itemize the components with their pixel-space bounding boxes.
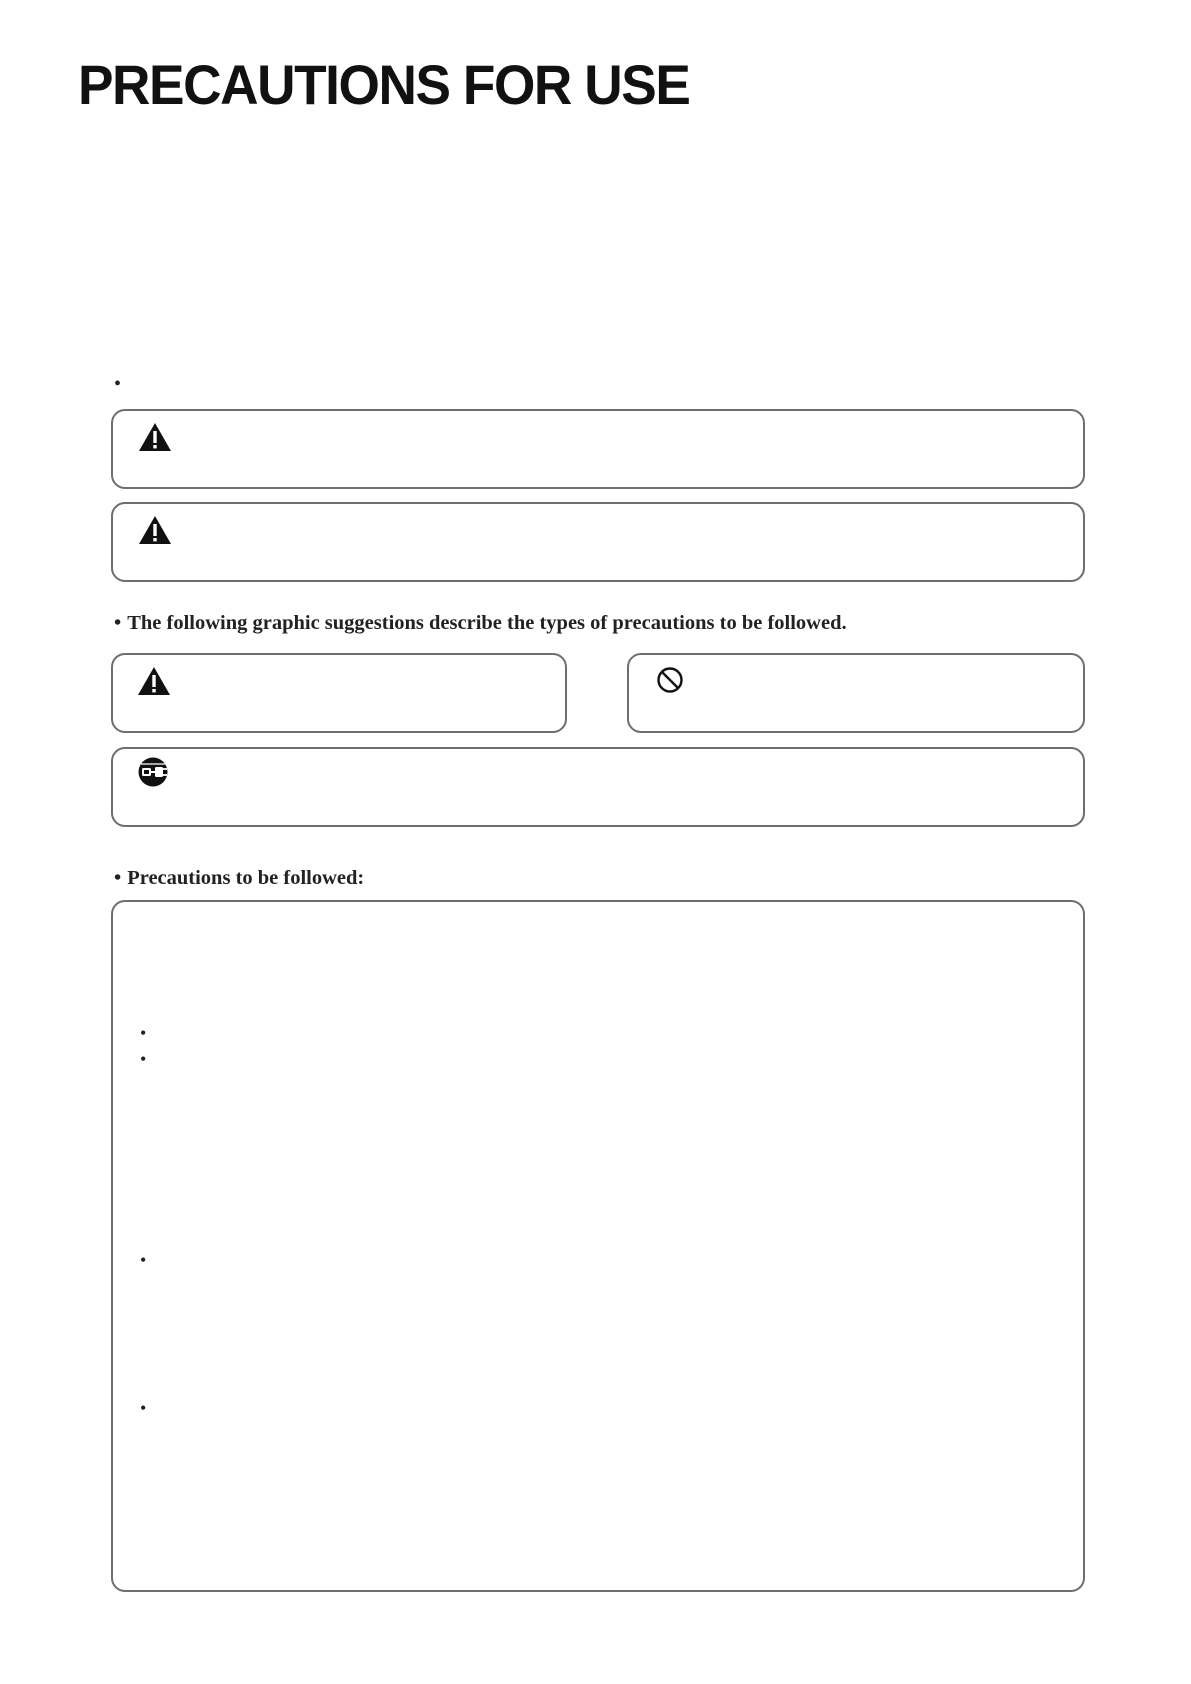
heading-bullet: •: [114, 867, 122, 889]
warning-triangle-icon: [137, 421, 173, 453]
list-item-bullet: •: [140, 1023, 147, 1043]
warning-box: [111, 409, 1085, 489]
unplug-box: [111, 747, 1085, 827]
precautions-list-box: [111, 900, 1085, 1592]
caution-triangle-icon: [137, 514, 173, 546]
heading-bullet: •: [114, 612, 122, 634]
page-title: PRECAUTIONS FOR USE: [78, 53, 690, 116]
list-item-bullet: •: [140, 1398, 147, 1418]
graphics-heading-text: The following graphic suggestions describe the types of precautions to be followed.: [127, 612, 847, 634]
intro-bullet: •: [114, 373, 122, 395]
caution-box: [111, 502, 1085, 582]
attention-box: [111, 653, 567, 733]
list-item-bullet: •: [140, 1250, 147, 1270]
prohibition-icon: [655, 665, 685, 695]
graphics-heading: [114, 612, 847, 635]
precautions-heading: [114, 867, 364, 890]
attention-triangle-icon: [136, 665, 172, 697]
unplug-power-icon: [137, 756, 169, 788]
list-item-bullet: •: [140, 1049, 147, 1069]
prohibition-box: [627, 653, 1085, 733]
precautions-heading-text: Precautions to be followed:: [127, 867, 365, 889]
